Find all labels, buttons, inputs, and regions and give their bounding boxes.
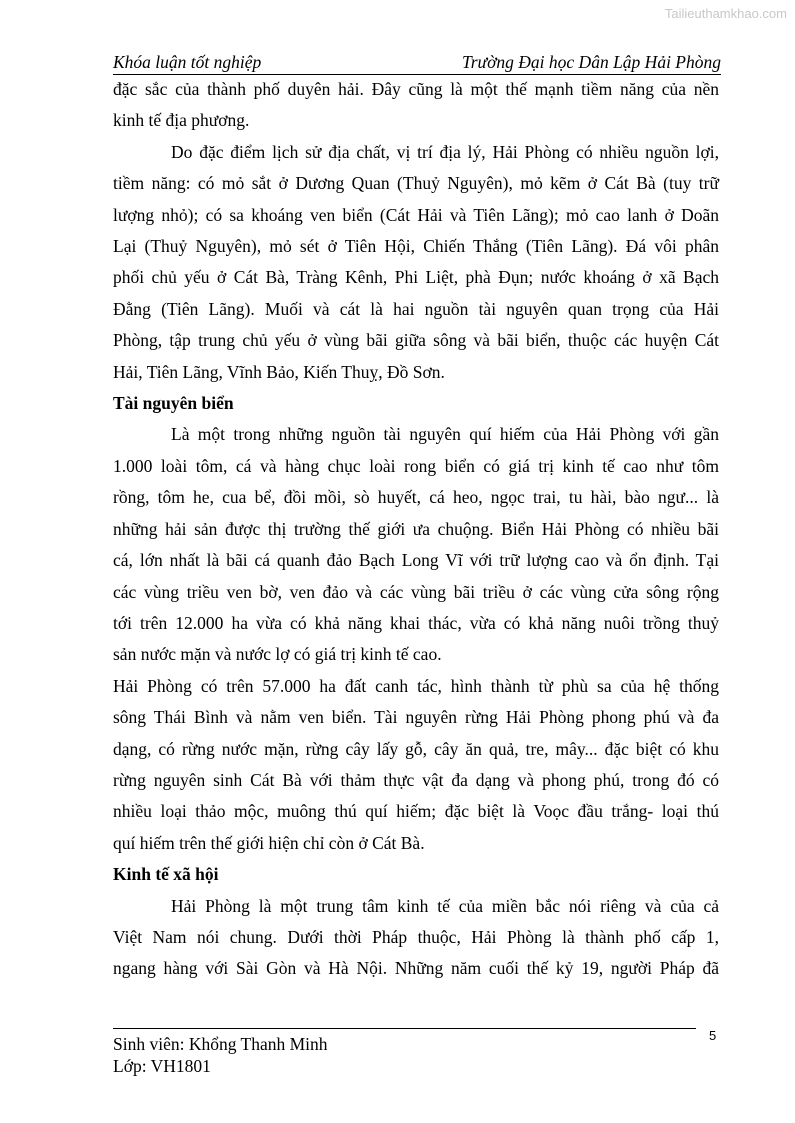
- text-line: tới trên 12.000 ha vừa có khả năng khai thác, vừa có khả năng nuôi trồng thuỷ: [113, 612, 719, 633]
- footer-student: Sinh viên: Khổng Thanh Minh: [113, 1034, 328, 1054]
- text-line: Hải, Tiên Lãng, Vĩnh Bảo, Kiến Thuỵ, Đồ Sơn.: [113, 361, 445, 382]
- text-line: tiềm năng: có mỏ sắt ở Dương Quan (Thuỷ Nguyên), mỏ kẽm ở Cát Bà (tuy trữ: [113, 173, 719, 194]
- text-line: những hải sản được thị trường thế giới ưa chuộng. Biển Hải Phòng có nhiều bãi: [113, 518, 719, 539]
- text-line: lượng nhỏ); có sa khoáng ven biển (Cát Hải và Tiên Lãng); mỏ cao lanh ở Doãn: [113, 204, 719, 225]
- text-line: rừng nguyên sinh Cát Bà với thảm thực vật đa dạng và phong phú, trong đó có: [113, 769, 719, 790]
- section-heading: Tài nguyên biển: [113, 393, 234, 414]
- text-line: 1.000 loài tôm, cá và hàng chục loài rong biển có giá trị kinh tế cao như tôm: [113, 455, 719, 476]
- text-line: cá, lớn nhất là bãi cá quanh đảo Bạch Long Vĩ với trữ lượng cao và ổn định. Tại: [113, 550, 719, 571]
- text-line: các vùng triều ven bờ, ven đảo và các vùng bãi triều ở các vùng cửa sông rộng: [113, 581, 719, 602]
- header-left: Khóa luận tốt nghiệp: [113, 52, 262, 72]
- text-line: đặc sắc của thành phố duyên hải. Đây cũng là một thế mạnh tiềm năng của nền: [113, 79, 719, 99]
- text-line: Là một trong những nguồn tài nguyên quí hiếm của Hải Phòng với gần: [171, 424, 719, 445]
- paragraph: [113, 891, 719, 985]
- watermark: Tailieuthamkhao.com: [664, 6, 787, 21]
- text-line: Hải Phòng là một trung tâm kinh tế của miền bắc nói riêng và của cả: [171, 895, 719, 916]
- section-heading: Kinh tế xã hội: [113, 864, 219, 885]
- header-right: Trường Đại học Dân Lập Hải Phòng: [461, 52, 721, 72]
- paragraph: [113, 74, 719, 137]
- text-line: Việt Nam nói chung. Dưới thời Pháp thuộc, Hải Phòng là thành phố cấp 1,: [113, 926, 719, 947]
- text-line: dạng, có rừng nước mặn, rừng cây lấy gỗ, cây ăn quả, tre, mây... đặc biệt có khu: [113, 738, 719, 759]
- text-line: Lại (Thuỷ Nguyên), mỏ sét ở Tiên Hội, Chiến Thắng (Tiên Lãng). Đá vôi phân: [113, 236, 719, 257]
- page-footer: [113, 1033, 328, 1077]
- paragraph: [113, 137, 719, 388]
- text-line: sông Thái Bình và nằm ven biển. Tài nguyên rừng Hải Phòng phong phú và đa: [113, 707, 719, 728]
- paragraph: [113, 419, 719, 670]
- page-header: [113, 51, 721, 75]
- page-number: 5: [709, 1028, 717, 1043]
- text-line: Đằng (Tiên Lãng). Muối và cát là hai nguồn tài nguyên quan trọng của Hải: [113, 298, 719, 319]
- text-line: Do đặc điểm lịch sử địa chất, vị trí địa lý, Hải Phòng có nhiều nguồn lợi,: [171, 141, 719, 162]
- text-line: Phòng, tập trung chủ yếu ở vùng bãi giữa sông và bãi biển, thuộc các huyện Cát: [113, 330, 719, 351]
- text-line: Hải Phòng có trên 57.000 ha đất canh tác, hình thành từ phù sa của hệ thống: [113, 675, 719, 696]
- footer-class: Lớp: VH1801: [113, 1056, 211, 1076]
- text-line: nhiều loại thảo mộc, muông thú quí hiếm; đặc biệt là Voọc đầu trắng- loại thú: [113, 801, 719, 822]
- footer-divider: [113, 1028, 696, 1029]
- text-line: kinh tế địa phương.: [113, 110, 250, 131]
- text-line: quí hiếm trên thế giới hiện chỉ còn ở Cát Bà.: [113, 832, 425, 853]
- text-line: sản nước mặn và nước lợ có giá trị kinh tế cao.: [113, 644, 442, 665]
- text-line: rồng, tôm he, cua bể, đồi mồi, sò huyết, cá heo, ngọc trai, tu hài, bào ngư... là: [113, 487, 719, 508]
- paragraph: [113, 671, 719, 859]
- document-body: [113, 74, 719, 985]
- text-line: ngang hàng với Sài Gòn và Hà Nội. Những năm cuối thế kỷ 19, người Pháp đã: [113, 958, 719, 979]
- text-line: phối chủ yếu ở Cát Bà, Tràng Kênh, Phi Liệt, phà Đụn; nước khoáng ở xã Bạch: [113, 267, 719, 288]
